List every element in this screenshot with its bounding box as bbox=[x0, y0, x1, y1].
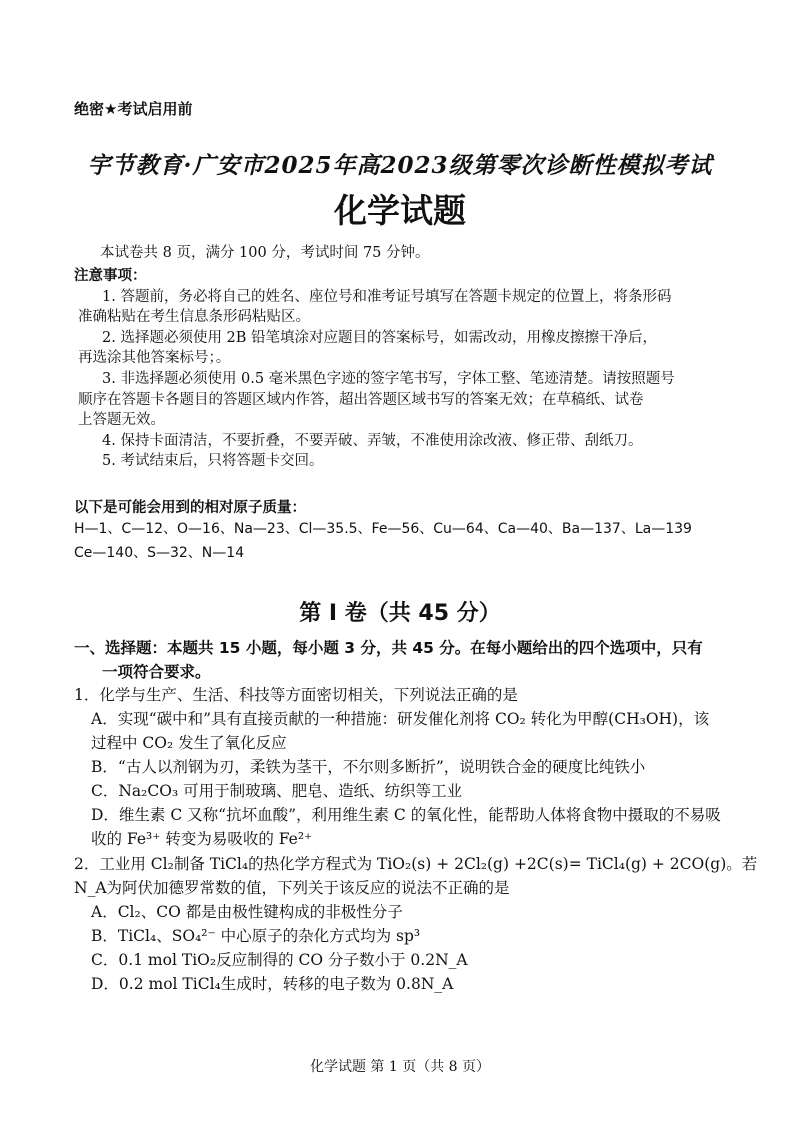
note-line: 上答题无效。 bbox=[78, 412, 165, 428]
atomic-mass-line: H—1、C—12、O—16、Na—23、Cl—35.5、Fe—56、Cu—64、Ca—40、Ba—137、La—139 bbox=[74, 521, 692, 537]
question-1-option-c: C．Na₂CO₃ 可用于制玻璃、肥皂、造纸、纺织等工业 bbox=[91, 782, 463, 800]
note-line: 5. 考试结束后，只将答题卡交回。 bbox=[102, 453, 324, 469]
notes-heading: 注意事项： bbox=[74, 268, 147, 284]
page-footer: 化学试题 第 1 页（共 8 页） bbox=[309, 1059, 491, 1075]
atomic-mass-heading: 以下是可能会用到的相对原子质量： bbox=[74, 500, 306, 516]
question-2-stem: N_A为阿伏加德罗常数的值，下列关于该反应的说法不正确的是 bbox=[74, 879, 510, 897]
question-1-option-d: D．维生素 C 又称“抗坏血酸”，利用维生素 C 的氧化性，能帮助人体将食物中摄取的不易吸 bbox=[91, 806, 721, 824]
subject-title: 化学试题 bbox=[334, 191, 466, 230]
question-1-option-a: A．实现“碳中和”具有直接贡献的一种措施：研发催化剂将 CO₂ 转化为甲醇(CH₃OH)，该 bbox=[91, 710, 710, 728]
note-line: 4. 保持卡面清洁，不要折叠，不要弄破、弄皱，不准使用涂改液、修正带、刮纸刀。 bbox=[102, 433, 643, 449]
note-line: 准确粘贴在考生信息条形码粘贴区。 bbox=[78, 309, 310, 325]
section-instruction: 一项符合要求。 bbox=[102, 663, 211, 681]
question-1-option-b: B．“古人以剂钢为刃，柔铁为茎干，不尔则多断折”，说明铁合金的硬度比纯铁小 bbox=[91, 758, 646, 776]
note-line: 2. 选择题必须使用 2B 铅笔填涂对应题目的答案标号，如需改动，用橡皮擦擦干净后， bbox=[102, 330, 658, 346]
section-title: 第 I 卷（共 45 分） bbox=[299, 601, 501, 626]
question-2-stem: 2．工业用 Cl₂制备 TiCl₄的热化学方程式为 TiO₂(s) + 2Cl₂(g) +2C(s)= TiCl₄(g) + 2CO(g)。若 bbox=[74, 855, 758, 873]
question-1-option-d: 收的 Fe³⁺ 转变为易吸收的 Fe²⁺ bbox=[91, 830, 313, 848]
note-line: 再选涂其他答案标号；。 bbox=[78, 350, 231, 366]
exam-intro: 本试卷共 8 页，满分 100 分，考试时间 75 分钟。 bbox=[100, 245, 430, 261]
question-2-option-b: B．TiCl₄、SO₄²⁻ 中心原子的杂化方式均为 sp³ bbox=[91, 927, 421, 945]
confidential-label: 绝密★考试启用前 bbox=[74, 100, 193, 118]
note-line: 3. 非选择题必须使用 0.5 毫米黑色字迹的签字笔书写，字体工整、笔迹清楚。请按照题号 bbox=[102, 371, 675, 387]
question-2-option-d: D．0.2 mol TiCl₄生成时，转移的电子数为 0.8N_A bbox=[91, 975, 454, 993]
question-1-option-a: 过程中 CO₂ 发生了氧化反应 bbox=[91, 734, 287, 752]
question-2-option-a: A．Cl₂、CO 都是由极性键构成的非极性分子 bbox=[91, 903, 403, 921]
question-2-option-c: C．0.1 mol TiO₂反应制得的 CO 分子数小于 0.2N_A bbox=[91, 951, 468, 969]
note-line: 1. 答题前，务必将自己的姓名、座位号和准考证号填写在答题卡规定的位置上，将条形码 bbox=[102, 289, 672, 305]
question-1-stem: 1．化学与生产、生活、科技等方面密切相关，下列说法正确的是 bbox=[74, 686, 518, 704]
atomic-mass-line: Ce—140、S—32、N—14 bbox=[74, 545, 245, 561]
section-instruction: 一、选择题：本题共 15 小题，每小题 3 分，共 45 分。在每小题给出的四个选项中，只有 bbox=[74, 639, 703, 657]
exam-title: 宇节教育·广安市2025年高2023级第零次诊断性模拟考试 bbox=[87, 152, 713, 179]
note-line: 顺序在答题卡各题目的答题区域内作答，超出答题区域书写的答案无效；在草稿纸、试卷 bbox=[78, 392, 644, 408]
